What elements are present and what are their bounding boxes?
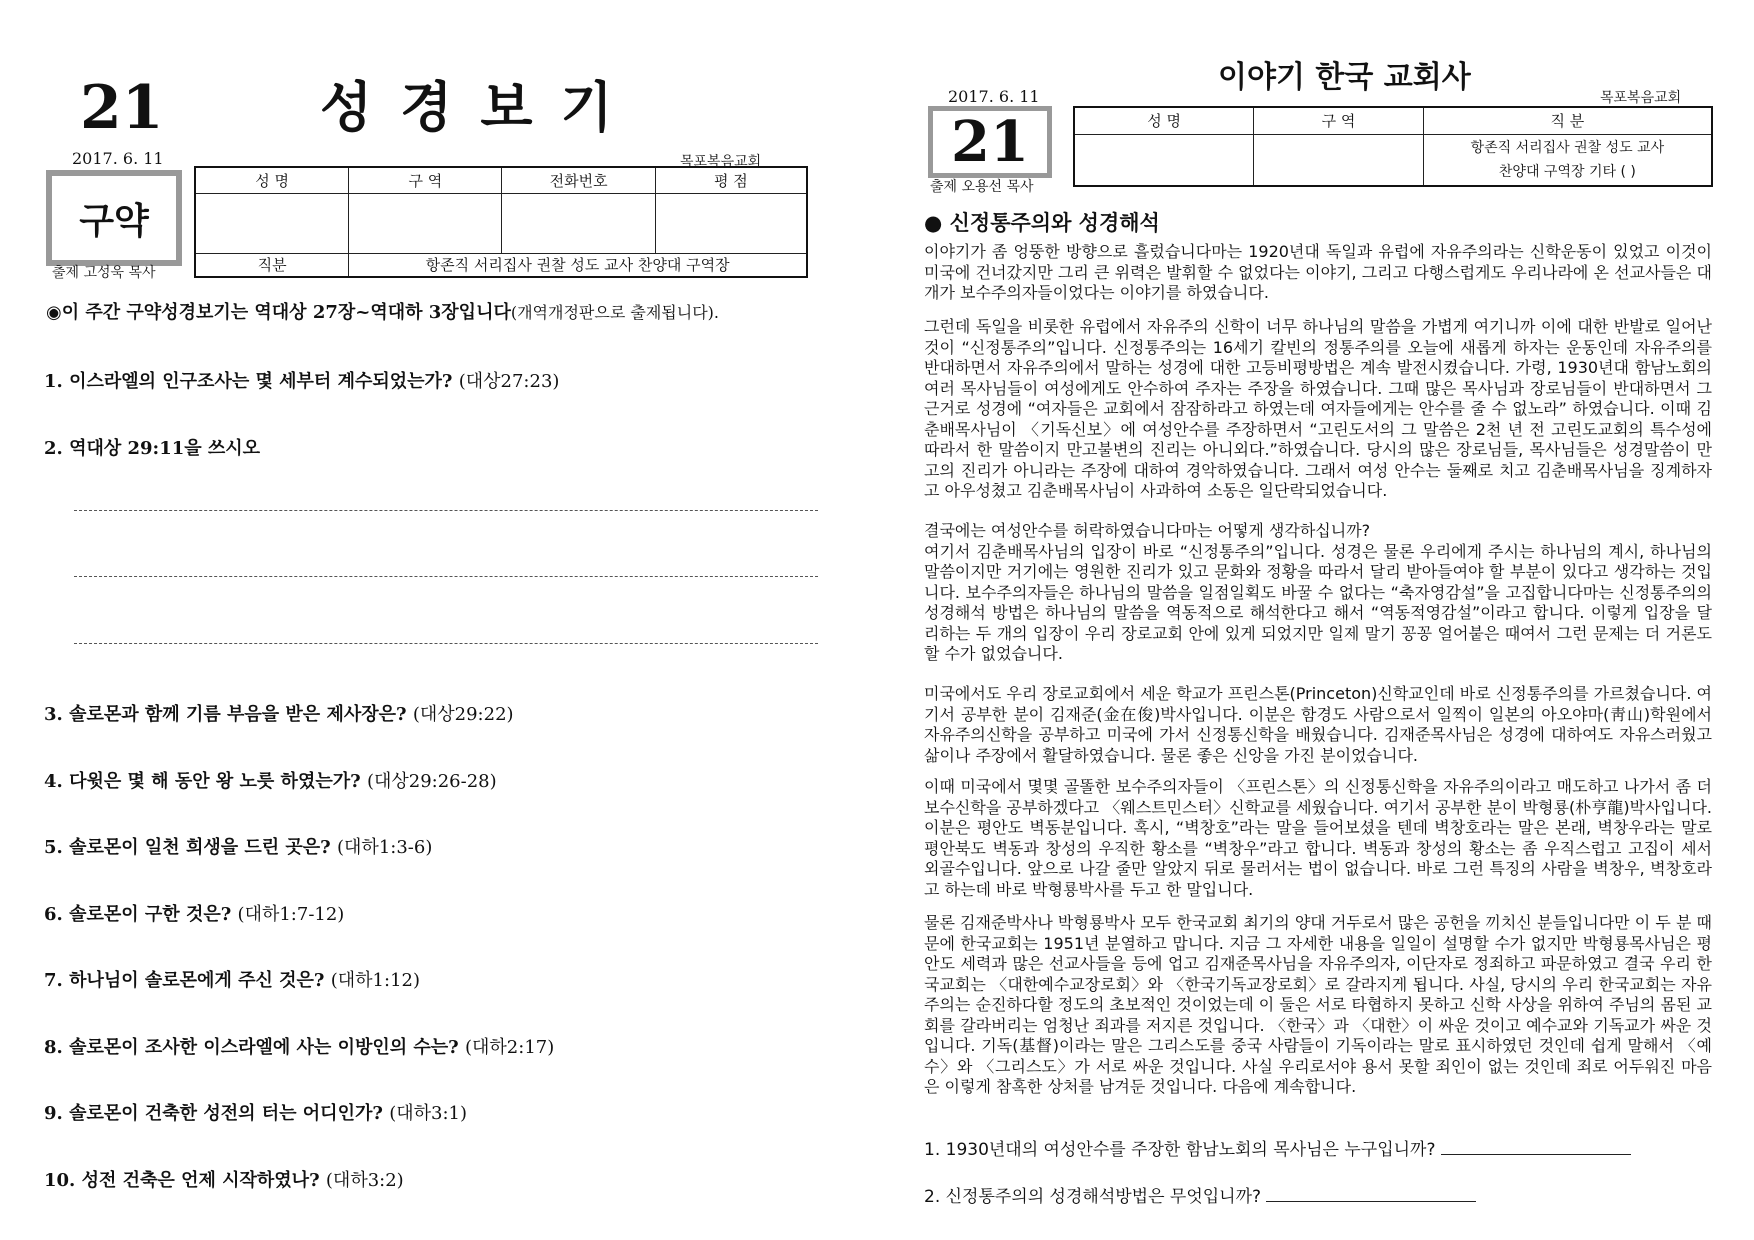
name-field[interactable] <box>1074 134 1254 186</box>
right-page-title: 이야기 한국 교회사 <box>1218 60 1471 95</box>
question-2: 2. 역대상 29:11을 쓰시오 <box>44 438 261 459</box>
header-role: 직 분 <box>1423 107 1712 134</box>
answer-line[interactable] <box>74 576 818 577</box>
date: 2017. 6. 11 <box>72 149 164 168</box>
article-paragraph: 이야기가 좀 엉뚱한 방향으로 흘렀습니다마는 1920년대 독일과 유럽에 자유주의라는 신학운동이 있었고 이것이 미국에 건너갔지만 그리 큰 위력은 발휘할 수 없었다는 이야기, 그리고 다행스럽게도 우리나라에 온 선교사들은 대개가 보수주의자들이었다는 이야기를 하였습니다. <box>924 242 1712 302</box>
district-field[interactable] <box>1254 134 1423 186</box>
role-options[interactable]: 항존직 서리집사 권찰 성도 교사 찬양대 구역장 <box>349 253 807 277</box>
right-church-name: 목포복음교회 <box>1600 90 1682 106</box>
question-1: 1. 이스라엘의 인구조사는 몇 세부터 계수되었는가? (대상27:23) <box>44 371 560 392</box>
right-lesson-number: 21 <box>928 106 1052 178</box>
score-field[interactable] <box>655 193 807 253</box>
question-10: 10. 성전 건축은 언제 시작하였나? (대하3:2) <box>44 1170 404 1191</box>
article-paragraph: 미국에서도 우리 장로교회에서 세운 학교가 프린스톤(Princeton)신학교인데 바로 신정통주의를 가르쳤습니다. 여기서 공부한 분이 김재준(金在俊)박사입니다. 이분은 함경도 사람으로서 일찍이 일본의 아오야마(靑山)학원에서 자유주의신학을 공부하고 미국에 가서 신정통신학을 배웠습니다. 김재준목사님은 성경에 대하여도 자유스러웠고 삶이나 주장에서 활달하였습니다. 물론 좋은 신앙을 가진 분이었습니다. <box>924 684 1712 765</box>
question-4: 4. 다윗은 몇 해 동안 왕 노릇 하였는가? (대상29:26-28) <box>44 771 497 792</box>
right-info-form <box>1073 106 1713 187</box>
article-paragraph: 이때 미국에서 몇몇 골똘한 보수주의자들이 〈프린스톤〉의 신정통신학을 자유주의이라고 매도하고 나가서 좀 더 보수신학을 공부하겠다고 〈웨스트민스터〉신학교를 세웠습니다. 여기서 공부한 분이 박형룡(朴亨龍)박사입니다. 이분은 평안도 벽동분입니다. 혹시, “벽창호”라는 말을 들어보셨을 텐데 벽창호라는 말은 본래, 벽창우라는 말로 평안북도 벽동과 창성의 우직한 황소를 “벽창우”라고 합니다. 벽동과 창성의 황소는 좀 우직스럽고 고집이 세서 외골수입니다. 앞으로 나갈 줄만 알았지 뒤로 물러서는 법이 없습니다. 바로 그런 특징의 사람을 벽창우, 벽창호라고 하는데 바로 박형룡박사를 두고 한 말입니다. <box>924 777 1712 899</box>
notice-text: ◉이 주간 구약성경보기는 역대상 27장~역대하 3장입니다 <box>46 302 511 323</box>
district-field[interactable] <box>349 193 502 253</box>
answer-blank[interactable] <box>1266 1185 1476 1202</box>
church-name: 목포복음교회 <box>680 154 762 170</box>
question-3: 3. 솔로몬과 함께 기름 부음을 받은 제사장은? (대상29:22) <box>44 704 514 725</box>
page-title: 성경보기 <box>320 75 641 139</box>
header-name: 성 명 <box>1074 107 1254 134</box>
review-question-2: 2. 신정통주의의 성경해석방법은 무엇입니까? <box>924 1182 1476 1207</box>
answer-line[interactable] <box>74 510 818 511</box>
review-question-1: 1. 1930년대의 여성안수를 주장한 함남노회의 목사님은 누구입니까? <box>924 1135 1631 1160</box>
header-phone: 전화번호 <box>502 167 655 193</box>
article-paragraph: 물론 김재준박사나 박형룡박사 모두 한국교회 최기의 양대 거두로서 많은 공헌을 끼치신 분들입니다만 이 두 분 때문에 한국교회는 1951년 분열하고 맙니다. 지금 그 자세한 내용을 일일이 설명할 수가 없지만 박형룡목사님은 평안도 세력과 많은 선교사들을 등에 업고 김재준목사님을 자유주의자, 이단자로 정죄하고 파문하였고 결국 우리 한국교회는 〈대한예수교장로회〉와 〈한국기독교장로회〉로 갈라지게 됩니다. 사실, 당시의 우리 한국교회는 자유주의는 순진하다할 정도의 초보적인 것이었는데 이 둘은 서로 타협하지 못하고 신학 사상을 위하여 주님의 몸된 교회를 갈라버리는 엄청난 죄과를 저지른 것입니다. 〈한국〉과 〈대한〉이 싸운 것이고 예수교와 기독교가 싸운 것입니다. 기독(基督)이라는 말은 그리스도를 중국 사람들이 기독이라는 말로 표시하였던 것인데 쉽게 말해서 〈예수〉와 〈그리스도〉가 서로 싸운 것입니다. 사실 우리로서야 용서 못할 죄인이 없는 것인데 죄로 어두워진 마음은 이렇게 참혹한 상처를 남겨둔 것입니다. 다음에 계속합니다. <box>924 913 1712 1096</box>
question-9: 9. 솔로몬이 건축한 성전의 터는 어디인가? (대하3:1) <box>44 1103 467 1124</box>
right-date: 2017. 6. 11 <box>948 87 1040 106</box>
notice-note: (개역개정판으로 출제됩니다). <box>510 303 719 322</box>
question-6: 6. 솔로몬이 구한 것은? (대하1:7-12) <box>44 904 345 925</box>
article-heading: ● 신정통주의와 성경해석 <box>924 211 1160 235</box>
header-score: 평 점 <box>655 167 807 193</box>
header-district: 구 역 <box>349 167 502 193</box>
author: 출제 고성욱 목사 <box>52 265 156 281</box>
info-form <box>194 166 808 278</box>
article-paragraph: 결국에는 여성안수를 허락하였습니다마는 어떻게 생각하십니까? 여기서 김춘배목사님의 입장이 바로 “신정통주의”입니다. 성경은 물론 우리에게 주시는 하나님의 계시, 하나님의 말씀이지만 거기에는 영원한 진리가 있고 문화와 정황을 따라서 달리 받아들여야 할 부분이 있다고 생각하는 것입니다. 보수주의자들은 하나님의 말씀을 일점일획도 바꿀 수 없다는 “축자영감설”을 고집합니다마는 신정통주의의 성경해석 방법은 하나님의 말씀을 역동적으로 해석한다고 해서 “역동적영감설”이라고 합니다. 이렇게 입장을 달리하는 두 개의 입장이 우리 장로교회 안에 있게 되었지만 일제 말기 꽁꽁 얼어붙은 때여서 그런 문제는 더 거론도 할 수가 없었습니다. <box>924 521 1712 663</box>
header-district: 구 역 <box>1254 107 1423 134</box>
answer-line[interactable] <box>74 643 818 644</box>
right-author: 출제 오용선 목사 <box>930 179 1034 195</box>
question-5: 5. 솔로몬이 일천 희생을 드린 곳은? (대하1:3-6) <box>44 837 433 858</box>
role-label: 직분 <box>195 253 349 277</box>
name-field[interactable] <box>195 193 349 253</box>
question-8: 8. 솔로몬이 조사한 이스라엘에 사는 이방인의 수는? (대하2:17) <box>44 1037 555 1058</box>
article-paragraph: 그런데 독일을 비롯한 유럽에서 자유주의 신학이 너무 하나님의 말씀을 가볍게 여기니까 이에 대한 반발로 일어난 것이 “신정통주의”입니다. 신정통주의는 16세기 칼빈의 정통주의를 오늘에 새롭게 하자는 운동인데 자유주의를 반대하면서 자유주의에서 말하는 성경에 대한 고등비평방법은 계속 발전시켰습니다. 가령, 1930년대 함남노회의 여러 목사님들이 여성에게도 안수하여 주자는 주장을 하였습니다. 그때 많은 목사님과 장로님들이 반대하면서 그 근거로 성경에 “여자들은 교회에서 잠잠하라고 하였는데 여자들에게는 안수를 줄 수 없노라” 하였습니다. 이때 김춘배목사님이 〈기독신보〉에 여성안수를 주장하면서 “고린도서의 그 말씀은 2천 년 전 고린도교회의 특수성에 따라서 한 말씀이지 만고불변의 진리는 아니외다.”하였습니다. 당시의 많은 장로님들, 목사님들은 성경말씀이 만고의 진리가 아니라는 주장에 대하여 경악하였습니다. 그래서 여성 안수는 둘째로 치고 김춘배목사님을 징계하자고 아우성쳤고 김춘배목사님이 사과하여 소동은 일단락되었습니다. <box>924 317 1712 500</box>
answer-blank[interactable] <box>1441 1138 1631 1155</box>
notice <box>46 298 719 324</box>
header-name: 성 명 <box>195 167 349 193</box>
question-7: 7. 하나님이 솔로몬에게 주신 것은? (대하1:12) <box>44 970 420 991</box>
phone-field[interactable] <box>502 193 655 253</box>
testament-box: 구약 <box>46 170 182 266</box>
role-options[interactable]: 항존직 서리집사 권찰 성도 교사 찬양대 구역장 기타 ( ) <box>1423 134 1712 186</box>
lesson-number: 21 <box>80 73 164 143</box>
